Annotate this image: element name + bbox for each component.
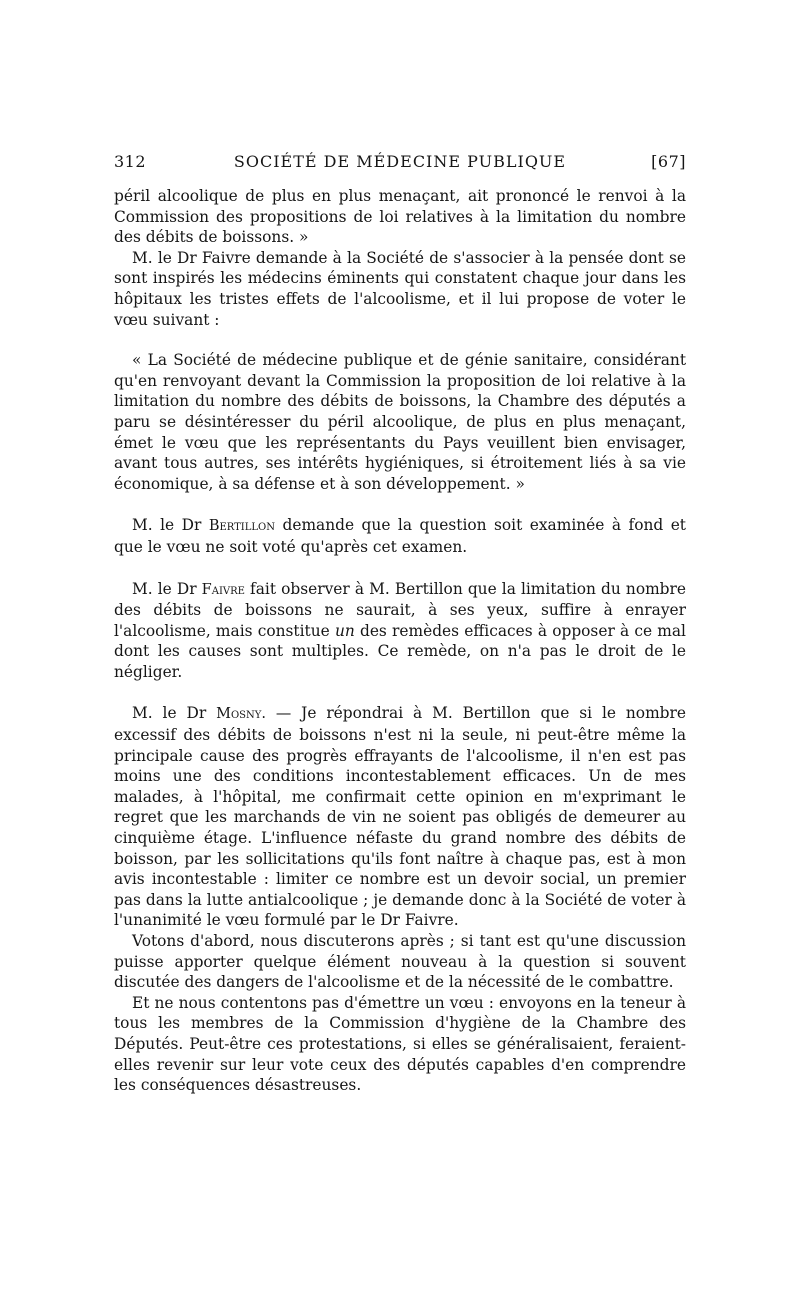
speech-text: — Je répondrai à M. Bertillon que si le nombre excessif des débits de boissons n'est ni la seule, ni peut-être même la principale cause des progrès effrayants de l'alcoolisme, il n'en est pas moins une des conditions incontestablement efficaces. Un de mes malades, à l'hôpital, me confirmait cette opinion en m'exprimant le regret que les marchands de vin ne soient pas obligés de demeurer au cinquième étage. L'influence néfaste du grand nombre des débits de boisson, par les sollicitations qu'ils font naître à chaque pas, est à mon avis incontestable : limiter ce nombre est un devoir social, un premier pas dans la lutte antialcoolique ; je demande donc à la Société de voter à l'unanimité le vœu formulé par le Dr Faivre. (114, 704, 686, 930)
speaker-name: Mosny. (216, 706, 266, 723)
faivre-paragraph (114, 579, 686, 683)
section-marker: [67] (651, 152, 686, 171)
speaker-prefix: M. le Dr (132, 704, 207, 723)
page-number: 312 (114, 152, 147, 171)
body-text (114, 186, 686, 1096)
speech-text: demande que la question soit examinée à fond et que le vœu ne soit voté qu'après cet examen. (114, 516, 686, 556)
votons-paragraph: Votons d'abord, nous discuterons après ; si tant est qu'une discussion puisse apporter quelque élément nouveau à la question si souvent discutée des dangers de l'alcoolisme et de la nécessité de le combattre. (114, 932, 686, 992)
continued-paragraph: péril alcoolique de plus en plus menaçant, ait prononcé le renvoi à la Commission des propositions de loi relatives à la limitation du nombre des débits de boissons. » (114, 187, 686, 247)
speech-text: des remèdes efficaces à opposer à ce mal dont les causes sont multiples. Ce remède, on n'a pas le droit de le négliger. (114, 621, 686, 681)
mosny-paragraph (114, 703, 686, 931)
speaker-name: Faivre (201, 581, 245, 598)
bertillon-paragraph (114, 515, 686, 557)
resolution-quote: « La Société de médecine publique et de génie sanitaire, considérant qu'en renvoyant devant la Commission la proposition de loi relative à la limitation du nombre des débits de boissons, la Chambre des députés a paru se désintéresser du péril alcoolique, de plus en plus menaçant, émet le vœu que les représentants du Pays veuillent bien envisager, avant tous autres, ses intérêts hygiéniques, si étroitement liés à sa vie économique, à sa défense et à son développement. » (114, 351, 686, 493)
emphasized-word: un (334, 621, 355, 640)
speech-text: fait observer à M. Bertillon que la limitation du nombre des débits de boissons ne saurait, à ses yeux, suffire à enrayer l'alcoolisme, mais constitue (114, 579, 686, 640)
running-title: SOCIÉTÉ DE MÉDECINE PUBLIQUE (233, 152, 567, 171)
final-paragraph: Et ne nous contentons pas d'émettre un vœu : envoyons en la teneur à tous les membres de la Commission d'hygiène de la Chambre des Députés. Peut-être ces protestations, si elles se généralisaient, feraient-elles revenir sur leur vote ceux des députés capables d'en comprendre les conséquences désastreuses. (114, 993, 686, 1095)
speaker-prefix: M. le Dr (132, 579, 197, 598)
speaker-name: Bertillon (208, 518, 275, 535)
faivre-proposal-paragraph: M. le Dr Faivre demande à la Société de s'associer à la pensée dont se sont inspirés les médecins éminents qui constatent chaque jour dans les hôpitaux les tristes effets de l'alcoolisme, et il lui propose de voter le vœu suivant : (114, 248, 686, 329)
speaker-prefix: M. le Dr (132, 516, 202, 535)
